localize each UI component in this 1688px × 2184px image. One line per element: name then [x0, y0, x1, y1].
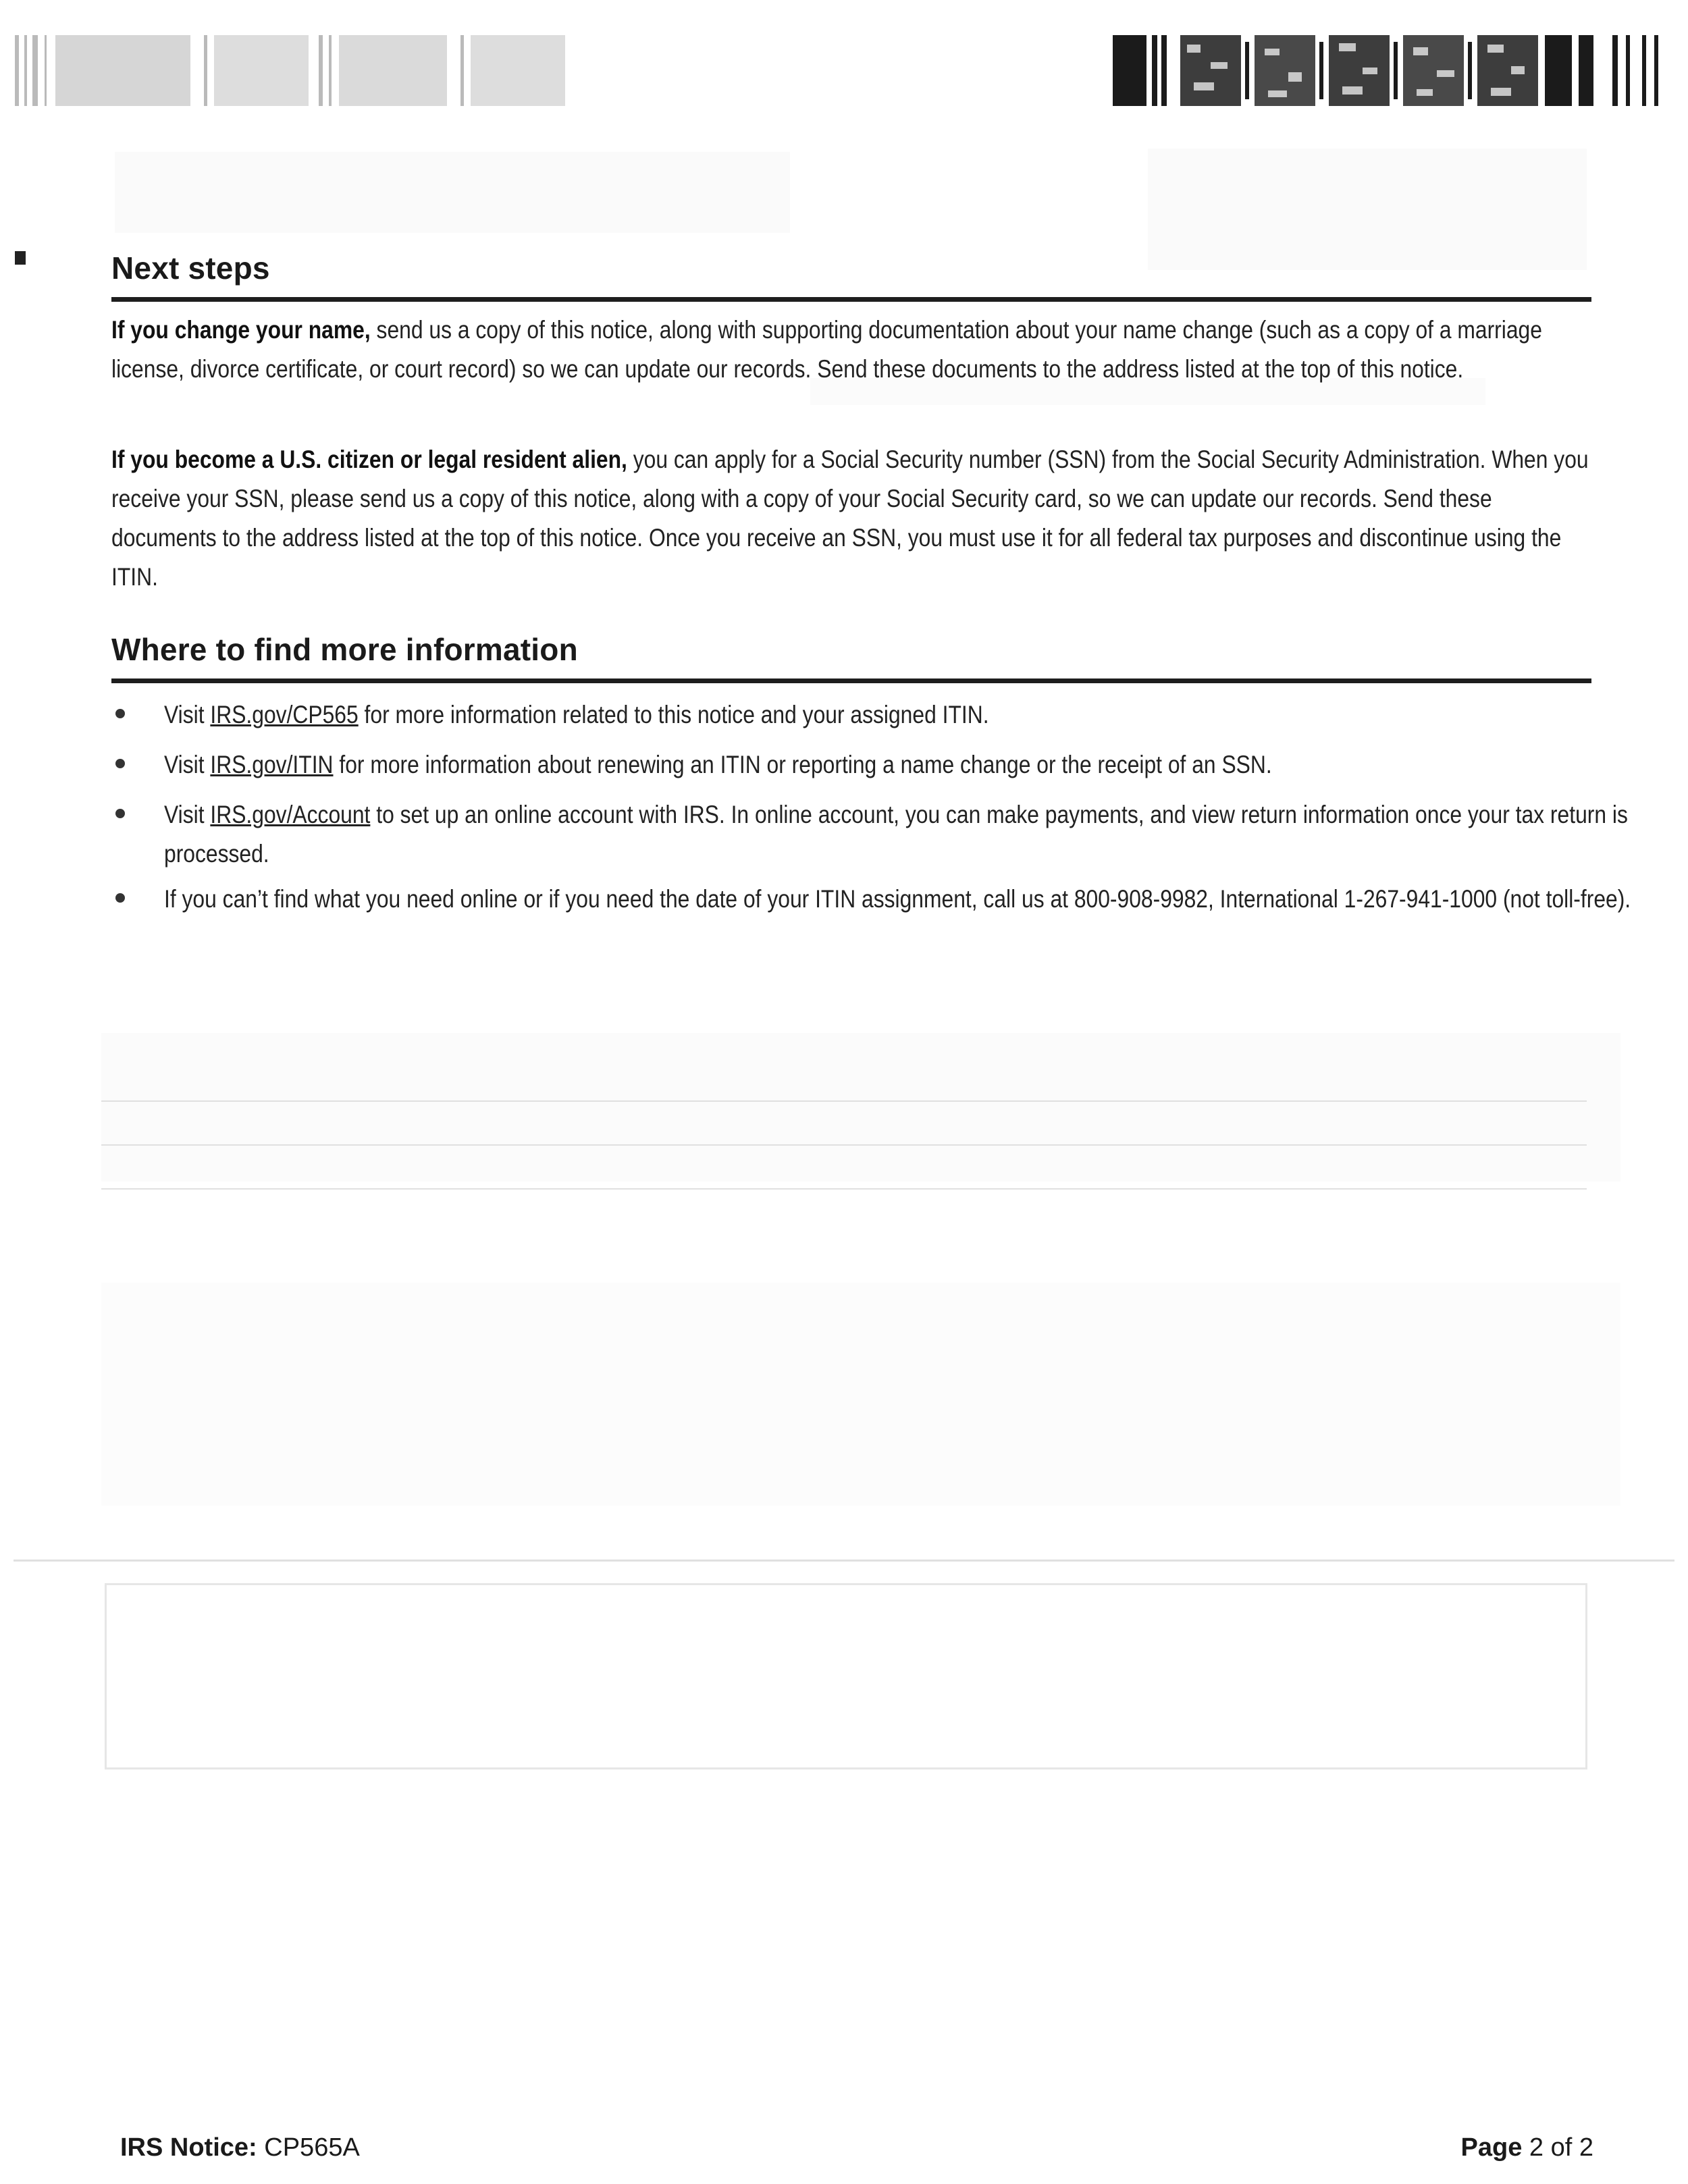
bullet-icon	[115, 759, 125, 768]
list-item-text: If you can’t find what you need online or if you need the date of your ITIN assignment, call us at 800-908-9982, International 1-267-941-1000 (not toll-free).	[164, 885, 1631, 913]
next-steps-rule	[111, 297, 1591, 302]
list-item-text: for more information related to this notice and your assigned ITIN.	[358, 701, 989, 728]
scan-mark	[15, 251, 26, 265]
page-number	[1461, 2133, 1593, 2162]
irs-itin-link[interactable]: IRS.gov/ITIN	[210, 751, 334, 778]
name-change-lead: If you change your name,	[111, 316, 371, 344]
irs-cp565-link[interactable]: IRS.gov/CP565	[210, 701, 359, 728]
citizen-lead: If you become a U.S. citizen or legal resident alien,	[111, 446, 627, 473]
list-item-text: to set up an online account with IRS. In online account, you can make payments, and view return information once your tax return is processed.	[164, 801, 1628, 868]
notice-label: IRS Notice:	[120, 2133, 257, 2162]
next-steps-heading: Next steps	[111, 250, 270, 286]
irs-account-link[interactable]: IRS.gov/Account	[210, 801, 371, 828]
notice-value: CP565A	[264, 2133, 360, 2162]
list-item-prefix: Visit	[164, 701, 211, 728]
citizen-paragraph	[111, 440, 1592, 597]
list-item-text: for more information about renewing an ITIN or reporting a name change or the receipt of an SSN.	[333, 751, 1272, 778]
notice-id	[120, 2133, 360, 2162]
name-change-paragraph	[111, 311, 1592, 389]
name-change-body: send us a copy of this notice, along with supporting documentation about your name change (such as a copy of a marriage license, divorce certificate, or court record) so we can update our records. Send these documents to the address listed at the top of this notice.	[111, 316, 1542, 383]
list-item-prefix: Visit	[164, 751, 211, 778]
bullet-icon	[115, 709, 125, 718]
list-item-prefix: Visit	[164, 801, 211, 828]
more-info-heading: Where to find more information	[111, 632, 578, 667]
barcode-right	[1113, 35, 1661, 106]
bullet-icon	[115, 809, 125, 818]
bullet-icon	[115, 893, 125, 903]
page-value: 2 of 2	[1529, 2133, 1593, 2162]
citizen-body: you can apply for a Social Security number (SSN) from the Social Security Administration. When you receive your SSN, please send us a copy of this notice, along with a copy of your Social Security card, so we can update our records. Send these documents to the address listed at the top of this notice. Once you receive an SSN, you must use it for all federal tax purposes and discontinue using the ITIN.	[111, 446, 1589, 591]
page-label: Page	[1460, 2133, 1523, 2162]
more-info-rule	[111, 678, 1591, 683]
barcode-left	[15, 35, 575, 106]
